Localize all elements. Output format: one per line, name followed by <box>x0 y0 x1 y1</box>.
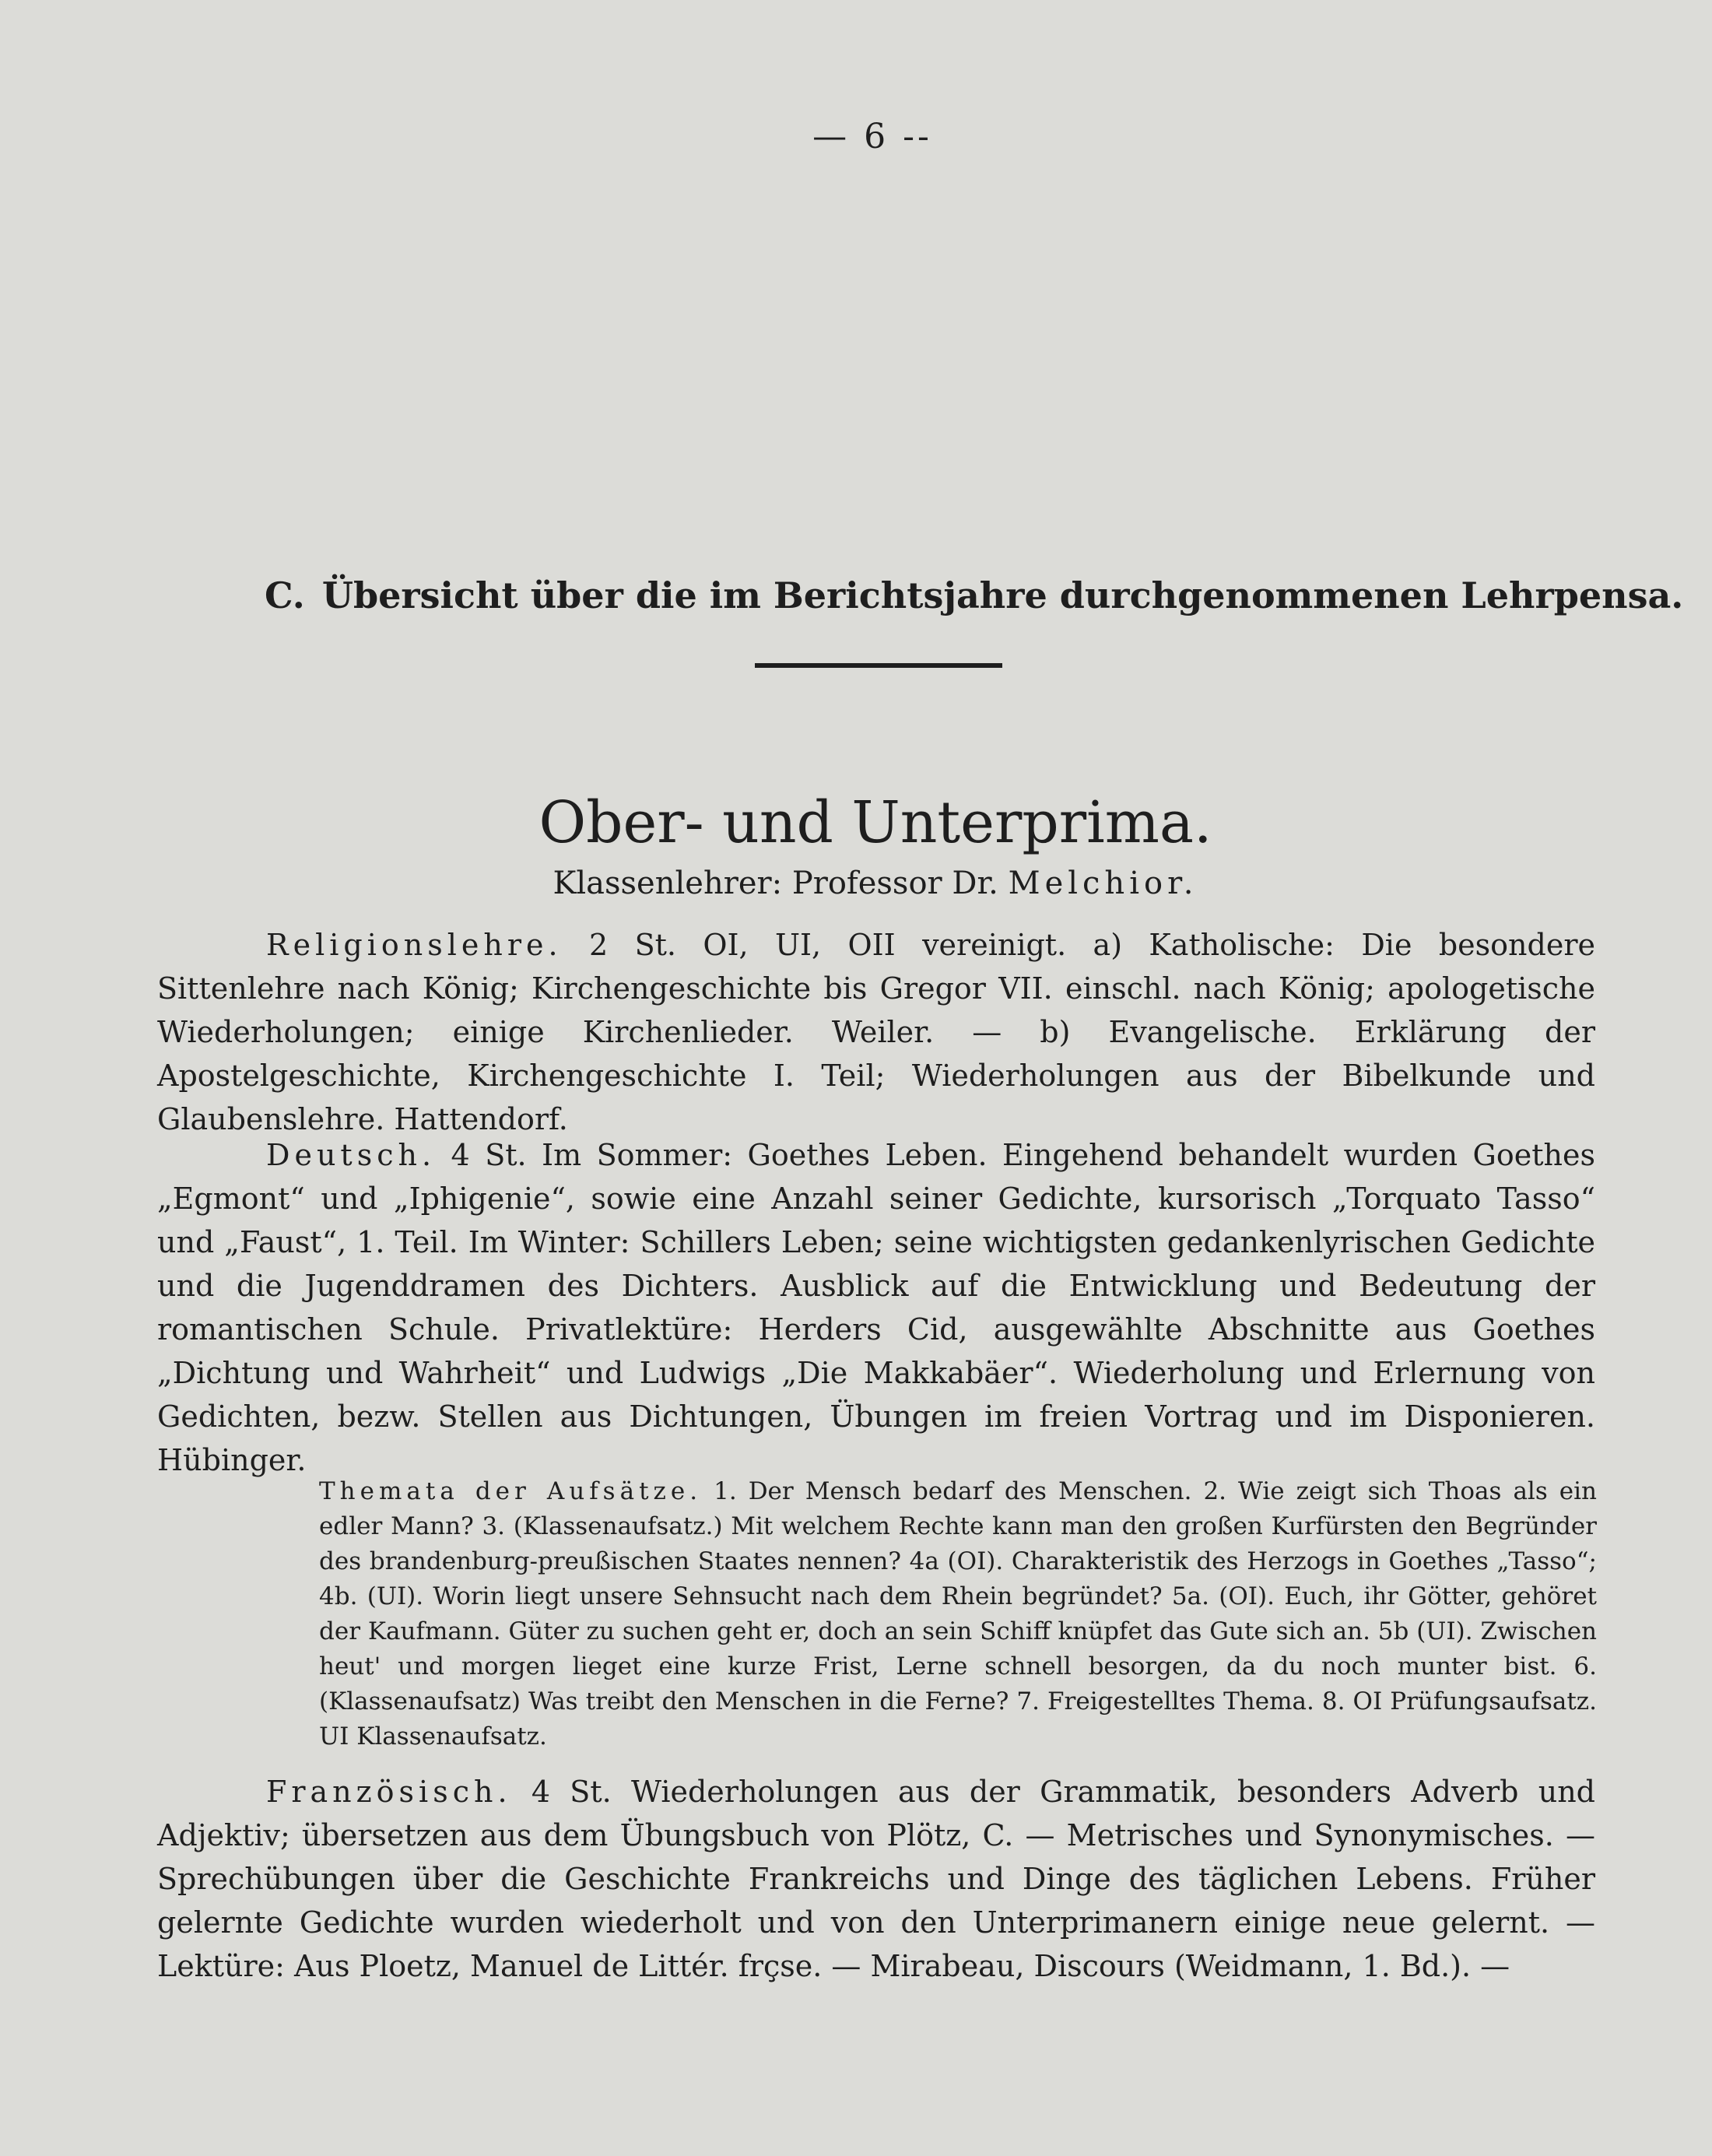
essay-themes-text: 1. Der Mensch bedarf des Menschen. 2. Wie zeigt sich Thoas als ein edler Mann? 3. (Klassenaufsatz.) Mit welchem Rechte kann man den großen Kurfürsten den Begründer des brandenburg-preußischen Staates nennen? 4a (OI). Charakteristik des Herzogs in Goethes „Tasso“; 4b. (UI). Worin liegt unsere Sehnsucht nach dem Rhein begründet? 5a. (OI). Euch, ihr Götter, gehöret der Kaufmann. Güter zu suchen geht er, doch an sein Schiff knüpfet das Gute sich an. 5b (UI). Zwischen heut' und morgen lieget eine kurze Frist, Lerne schnell besorgen, da du noch munter bist. 6. (Klassenaufsatz) Was treibt den Menschen in die Ferne? 7. Freigestelltes Thema. 8. OI Prüfungsaufsatz. UI Klassenaufsatz. <box>319 1477 1598 1750</box>
class-teacher-name: Melchior. <box>1008 866 1198 901</box>
french-text: 4 St. Wiederholungen aus der Grammatik, besonders Adverb und Adjektiv; übersetzen aus dem Übungsbuch von Plötz, C. — Metrisches und Synonymisches. — Sprechübungen über die Geschichte Frankreichs und Dinge des täglichen Lebens. Früher gelernte Gedichte wurden wiederholt und von den Unterprimanern einige neue gelernt. — Lektüre: Aus Ploetz, Manuel de Littér. frçse. — Mirabeau, Discours (Weidmann, 1. Bd.). — <box>157 1775 1595 1983</box>
religion-text: 2 St. OI, UI, OII vereinigt. a) Katholische: Die besondere Sittenlehre nach König; Kirchengeschichte bis Gregor VII. einschl. nach König; apologetische Wiederholungen; einige Kirchenlieder. Weiler. — b) Evangelische. Erklärung der Apostelgeschichte, Kirchengeschichte I. Teil; Wiederholungen aus der Bibelkunde und Glaubenslehre. Hattendorf. <box>157 928 1595 1136</box>
essay-themes-label: Themata der Aufsätze. <box>319 1477 703 1505</box>
french-paragraph <box>157 1770 1595 1988</box>
section-title: Übersicht über die im Berichtsjahre durchgenommenen Lehrpensa. <box>321 574 1684 616</box>
essay-themes <box>319 1474 1597 1754</box>
german-subject: Deutsch. <box>266 1138 437 1172</box>
class-teacher-label: Klassenlehrer: Professor Dr. <box>553 866 998 901</box>
class-title: Ober- und Unterprima. <box>539 789 1212 856</box>
religion-subject: Religionslehre. <box>266 928 563 962</box>
french-subject: Französisch. <box>266 1775 512 1809</box>
section-letter: C. <box>265 574 305 616</box>
page-number: — 6 -- <box>812 117 932 156</box>
german-text: 4 St. Im Sommer: Goethes Leben. Eingehend behandelt wurden Goethes „Egmont“ und „Iphigenie“, sowie eine Anzahl seiner Gedichte, kursorisch „Torquato Tasso“ und „Faust“, 1. Teil. Im Winter: Schillers Leben; seine wichtigsten gedankenlyrischen Gedichte und die Jugenddramen des Dichters. Ausblick auf die Entwicklung und Bedeutung der romantischen Schule. Privatlektüre: Herders Cid, ausgewählte Abschnitte aus Goethes „Dichtung und Wahrheit“ und Ludwigs „Die Makkabäer“. Wiederholung und Erlernung von Gedichten, bezw. Stellen aus Dichtungen, Übungen im freien Vortrag und im Disponieren. Hübinger. <box>157 1138 1595 1477</box>
section-divider <box>755 663 1002 668</box>
religion-paragraph <box>157 923 1595 1141</box>
german-paragraph <box>157 1133 1595 1482</box>
section-heading <box>265 574 1684 616</box>
class-teacher-line <box>0 862 1712 904</box>
